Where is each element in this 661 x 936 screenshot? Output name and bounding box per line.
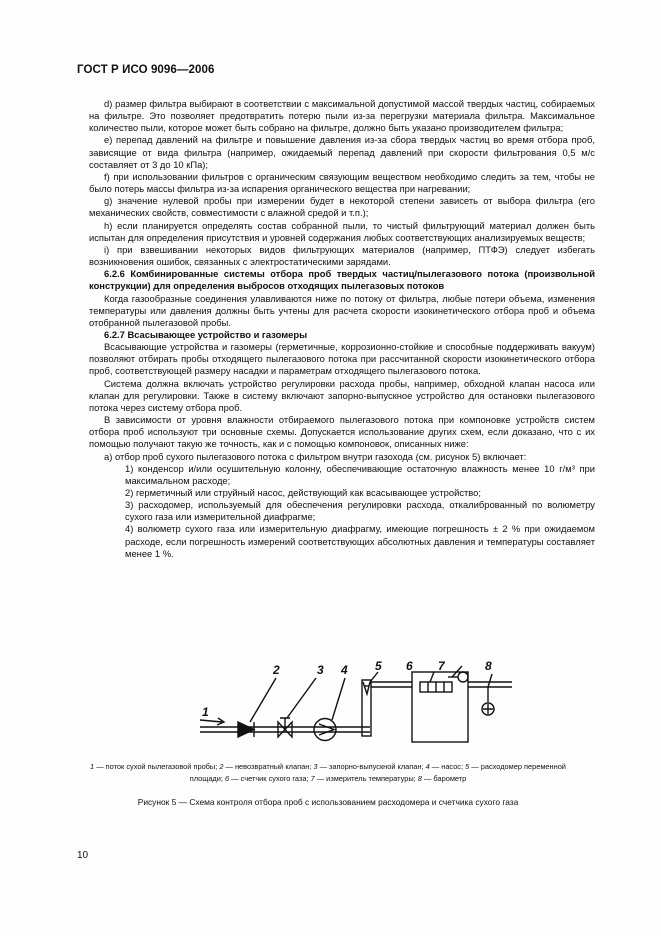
item-g: g) значение нулевой пробы при измерении будет в некоторой степени зависеть от выбора фильтра (его механических свойств, совместимости с влажной средой и т.п.);: [89, 195, 595, 219]
item-f: f) при использовании фильтров с органическим связующим веществом необходимо следить за тем, чтобы не было потерь массы фильтра из-за испарения органического вещества при нагревании;: [89, 170, 595, 195]
item-i: i) при взвешивании некоторых видов фильтрующих материалов (например, ПТФЭ) следует избегать возникновения ошибок, связанных с электростатическими зарядами.: [89, 243, 595, 268]
item-a: a) отбор проб сухого пылегазового потока с фильтром внутри газохода (см. рисунок 5) включает:: [104, 450, 527, 462]
leader-8: [488, 674, 492, 687]
section-6-2-7-heading: 6.2.7 Всасывающее устройство и газомеры: [104, 328, 308, 340]
figure-legend: 1 — поток сухой пылегазовой пробы; 2 — невозвратный клапан; 3 — запорно-выпускной клапан; 4 — насос; 5 — расходомер переменной площади; 6 — счетчик сухого газа; 7 — измеритель температуры; 8 — барометр: [90, 762, 566, 783]
section-6-2-7-paragraph-3: В зависимости от уровня влажности отбираемого пылегазового потока при компоновке устройств систем отбора проб используют три основные схемы. Допускается использование других схем, если доказано, что с их помощью получают такую же точность, как и с помощью компоновок, описанных ниже:: [89, 414, 595, 450]
leader-3: [287, 678, 316, 718]
item-a-2: 2) герметичный или струйный насос, действующий как всасывающее устройство;: [125, 487, 481, 498]
flow-arrow: [200, 720, 222, 722]
item-d: d) размер фильтра выбирают в соответствии с максимальной допустимой массой твердых частиц, собираемых на фильтре. Это позволяет предотвратить потерю пыли из-за перегрузки материала фильтра. Максимальное количество пыли, которое может быть собрано на фильтре, должно быть указано производителем фильтра;: [89, 98, 595, 134]
item-h: h) если планируется определять состав собранной пыли, то чистый фильтрующий материал должен быть испытан для определения присутствия и уровней содержания любых соответствующих анализируемых веществ;: [89, 219, 595, 243]
item-a-4: 4) волюметр сухого газа или измерительную диафрагму, имеющие погрешность ± 2 % при ожидаемом расходе, если погрешность измерений соответствующих абсолютных давления и температуры составляет менее 1 %.: [125, 523, 595, 559]
label-8: 8: [485, 660, 492, 673]
leader-2: [250, 678, 276, 722]
figure-5-diagram: [192, 660, 522, 750]
label-6: 6: [406, 660, 413, 673]
section-6-2-6-heading: 6.2.6 Комбинированные системы отбора проб твердых частиц/пылегазового потока (произвольной конструкции) для определения выбросов отходящих пылегазовых потоков: [89, 268, 595, 292]
section-6-2-7-paragraph-2: Система должна включать устройство регулировки расхода пробы, например, обходной клапан насоса или клапан для регулировки. Также в систему включают запорно-выпускное устройство для остановки пылегазового потока через систему отбора проб.: [89, 377, 595, 413]
label-1: 1: [202, 705, 209, 719]
label-2: 2: [273, 663, 280, 677]
section-6-2-6-paragraph: Когда газообразные соединения улавливаются ниже по потоку от фильтра, любые потери объема, изменения температуры или давления должны быть учтены для расчета скорости изокинетического отбора проб и объема отобранной пылегазовой пробы.: [89, 292, 595, 328]
page-number: 10: [77, 850, 89, 861]
leader-5: [370, 672, 378, 682]
check-valve: [238, 722, 254, 737]
leader-4: [332, 678, 345, 720]
document-header: ГОСТ Р ИСО 9096—2006: [77, 64, 215, 76]
label-4: 4: [341, 663, 348, 677]
label-7: 7: [438, 660, 445, 673]
figure-caption: Рисунок 5 — Схема контроля отбора проб с использованием расходомера и счетчика сухого газа: [137, 797, 519, 807]
label-3: 3: [317, 663, 324, 677]
body-text: [89, 98, 595, 560]
section-6-2-7-paragraph-1: Всасывающие устройства и газомеры (герметичные, коррозионно-стойкие и способные поддерживать вакуум) позволяют отбирать пробы отходящего пылегазового потока при рассчитанной скорости изокинетического отбора проб, соответствующей размеру насадки и параметрам отходящего пылегазового потока.: [89, 341, 595, 377]
item-a-1: 1) конденсор и/или осушительную колонну, обеспечивающие остаточную влажность менее 10 г/м³ при максимальном расходе;: [125, 462, 595, 486]
leader-6: [430, 672, 434, 682]
item-e: e) перепад давлений на фильтре и повышение давления из-за сбора твердых частиц во время отбора проб, зависящие от вида фильтра (например, ожидаемый перепад давлений при скорости фильтрования 0,5 м/с составляет от 3 до 10 кПа);: [89, 134, 595, 170]
item-a-3: 3) расходомер, используемый для обеспечения регулировки расхода, откалиброванный по волюметру сухого газа или измерительной диафрагме;: [125, 499, 595, 523]
label-5: 5: [375, 660, 382, 673]
thermometer: [458, 672, 468, 682]
